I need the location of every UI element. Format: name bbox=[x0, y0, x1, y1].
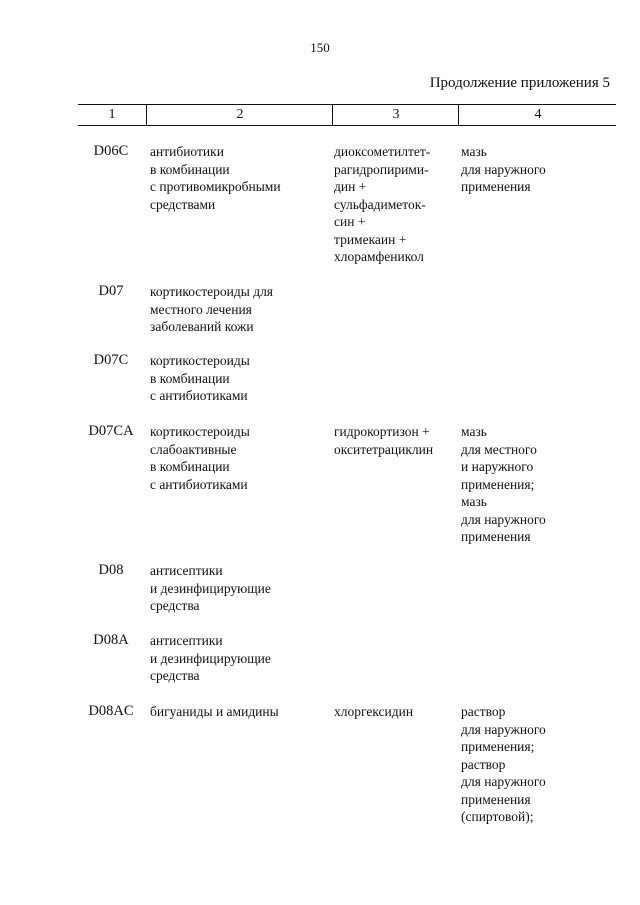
continuation-note: Продолжение приложения 5 bbox=[429, 75, 610, 91]
header-col-3: 3 bbox=[332, 105, 459, 125]
header-col-1: 1 bbox=[108, 107, 116, 122]
group-name: антибиотики в комбинации с противомикробными средствами bbox=[150, 144, 281, 212]
atc-code: D08 bbox=[98, 562, 124, 578]
group-name: кортикостероиды слабоактивные в комбинации с антибиотиками bbox=[150, 424, 250, 492]
atc-code: D08AC bbox=[88, 703, 134, 719]
atc-code: D07C bbox=[93, 352, 129, 368]
dosage-form: раствор для наружного применения; раствор для наружного применения (спиртовой); bbox=[461, 704, 546, 824]
atc-code: D07CA bbox=[88, 423, 134, 439]
dosage-form: мазь для наружного применения bbox=[461, 144, 546, 194]
group-name: кортикостероиды в комбинации с антибиотиками bbox=[150, 353, 250, 403]
atc-code: D06C bbox=[93, 143, 129, 159]
table-header bbox=[78, 104, 616, 126]
header-col-4: 4 bbox=[458, 105, 617, 125]
group-name: антисептики и дезинфицирующие средства bbox=[150, 633, 271, 683]
header-col-2: 2 bbox=[146, 105, 333, 125]
group-name: кортикостероиды для местного лечения заболеваний кожи bbox=[150, 284, 274, 334]
drug-name: хлоргексидин bbox=[334, 704, 414, 719]
atc-code: D08A bbox=[93, 632, 129, 648]
dosage-form: мазь для местного и наружного применения; мазь для наружного применения bbox=[461, 424, 546, 544]
drug-name: гидрокортизон + окситетрациклин bbox=[334, 424, 434, 457]
drug-name: диоксометилтет- рагидропирими- дин + сульфадиметок- син + тримекаин + хлорамфеникол bbox=[334, 144, 431, 264]
group-name: бигуаниды и амидины bbox=[150, 704, 279, 719]
group-name: антисептики и дезинфицирующие средства bbox=[150, 563, 271, 613]
atc-code: D07 bbox=[98, 283, 124, 299]
page-number: 150 bbox=[310, 40, 330, 55]
